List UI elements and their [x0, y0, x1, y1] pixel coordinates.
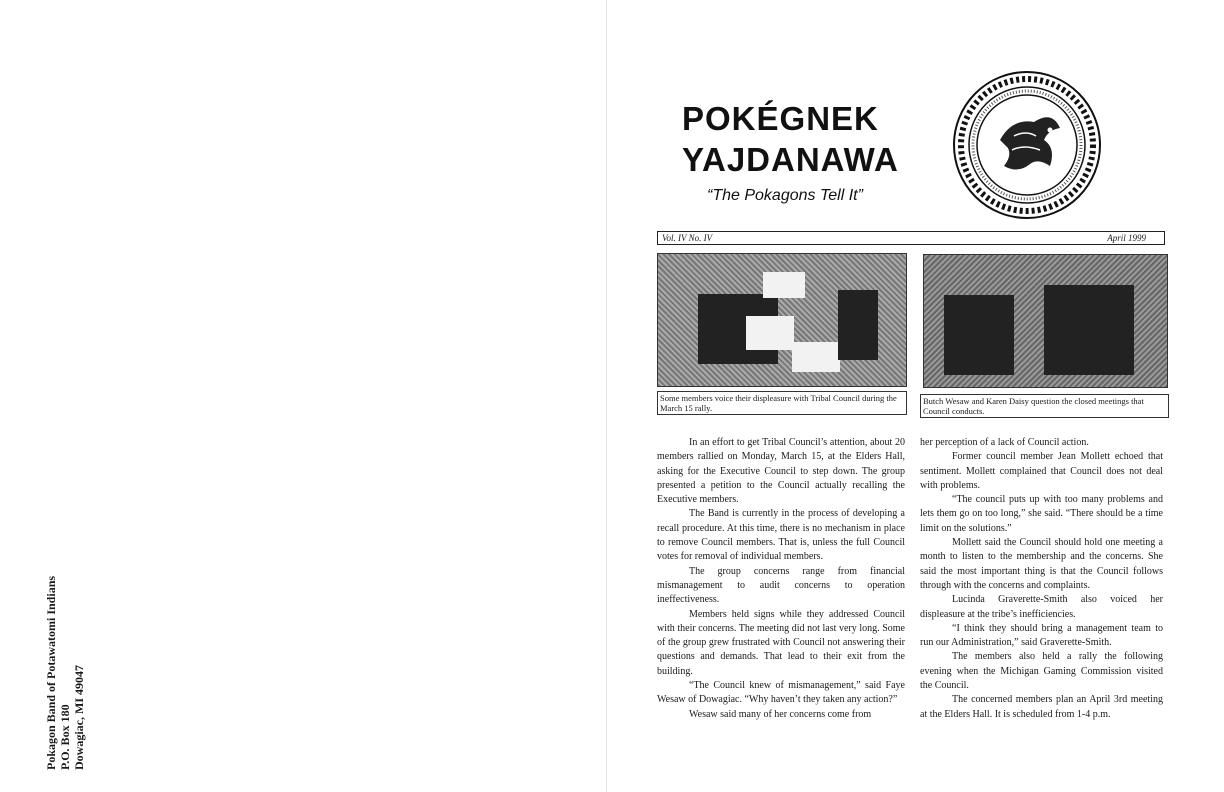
article-paragraph: Former council member Jean Mollett echoed that sentiment. Mollett complained that Council does not deal with problems. — [920, 451, 1163, 491]
article-paragraph: Wesaw said many of her concerns come from — [689, 708, 872, 720]
article-paragraph: her perception of a lack of Council action. — [920, 437, 1089, 448]
issue-volume: Vol. IV No. IV — [662, 233, 713, 243]
article-paragraph: In an effort to get Tribal Council’s attention, about 20 members rallied on Monday, March 15, at the Elders Hall, asking for the Executive Council to step down. The group presented a petition to the Council actually recalling the Executive members. — [657, 437, 905, 506]
issue-bar — [657, 231, 1165, 245]
article-column-2 — [920, 436, 1163, 722]
masthead-title-line1: POKÉGNEK — [682, 100, 879, 137]
issue-date: April 1999 — [1107, 233, 1146, 243]
article-column-1 — [657, 436, 905, 722]
address-line: P.O. Box 180 — [58, 704, 72, 770]
article-paragraph: “I think they should bring a management team to run our Administration,” said Graverette-Smith. — [920, 622, 1163, 649]
masthead-tagline: “The Pokagons Tell It” — [707, 187, 863, 204]
address-line: Pokagon Band of Potawatomi Indians — [44, 575, 58, 770]
article-paragraph: “The Council knew of mismanagement,” said Faye Wesaw of Dowagiac. “Why haven’t they taken any action?” — [657, 680, 905, 706]
masthead-title-line2: YAJDANAWA — [682, 141, 899, 178]
article-paragraph: “The council puts up with too many problems and lets them go on too long,” she said. “There should be a time limit on the solutions.” — [920, 494, 1163, 534]
article-paragraph: The members also held a rally the following evening when the Michigan Gaming Commission visited the Council. — [920, 651, 1163, 692]
article-paragraph: The group concerns range from financial mismanagement to audit concerns to operation ineffectiveness. — [657, 565, 905, 606]
rally-photo-2 — [923, 254, 1168, 388]
article-paragraph: Lucinda Graverette-Smith also voiced her displeasure at the tribe’s inefficiencies. — [920, 594, 1163, 620]
article-paragraph: Mollett said the Council should hold one meeting a month to listen to the membership and the concerns. She said the most important thing is that the Council follows through with the concerns and complaints. — [920, 537, 1163, 591]
address-line: Dowagiac, MI 49047 — [72, 665, 86, 770]
rally-photo-1 — [657, 253, 907, 387]
page-fold — [606, 0, 607, 792]
article-paragraph: Members held signs while they addressed Council with their concerns. The meeting did not last very long. Some of the group grew frustrated with Council not answering their questions and demands. That lead to their exit from the building. — [657, 608, 905, 677]
mailing-address — [44, 560, 104, 770]
article-paragraph: The concerned members plan an April 3rd meeting at the Elders Hall. It is scheduled from 1-4 p.m. — [920, 694, 1163, 720]
photo-caption: Butch Wesaw and Karen Daisy question the closed meetings that Council conducts. — [920, 394, 1169, 418]
tribal-seal-icon — [952, 70, 1102, 220]
article-paragraph: The Band is currently in the process of developing a recall procedure. At this time, there is no mechanism in place to remove Council members. That is, unless the full Council votes for removal of individual members. — [657, 508, 905, 563]
photo-caption: Some members voice their displeasure with Tribal Council during the March 15 rally. — [657, 391, 907, 415]
